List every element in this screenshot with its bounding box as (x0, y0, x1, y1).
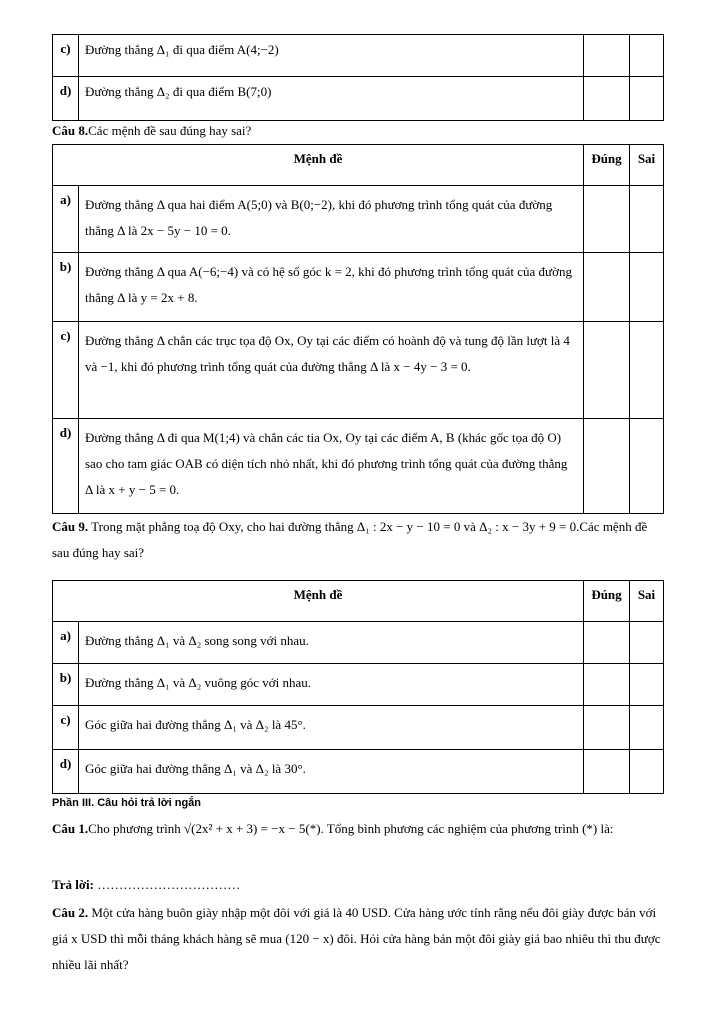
true-cell[interactable] (584, 253, 630, 322)
question-title: Câu 1. (52, 821, 89, 836)
table-header (53, 145, 664, 186)
table-row (53, 186, 664, 253)
statement-text: Đường thẳng Δ₁ và Δ₂ song song với nhau. (79, 622, 584, 664)
question-text: Các mệnh đề sau đúng hay sai? (88, 123, 252, 138)
row-label: c) (53, 706, 79, 750)
row-label: b) (53, 253, 79, 322)
statement-text: Đường thẳng Δ qua hai điểm A(5;0) và B(0;−2), khi đó phương trình tổng quát của đường thẳng Δ là 2x − 5y − 10 = 0. (79, 186, 584, 253)
question-8 (52, 118, 667, 144)
row-label: c) (53, 322, 79, 419)
false-cell[interactable] (630, 664, 664, 706)
false-cell[interactable] (630, 750, 664, 794)
statement-text: Đường thẳng Δ qua A(−6;−4) và có hệ số góc k = 2, khi đó phương trình tổng quát của đường thẳng Δ là y = 2x + 8. (79, 253, 584, 322)
true-cell[interactable] (584, 664, 630, 706)
statement-text: Đường thẳng Δ₁ đi qua điểm A(4;−2) (79, 35, 584, 77)
part3-heading: Phần III. Câu hỏi trả lời ngắn (52, 797, 201, 809)
question-text: Một cửa hàng buôn giày nhập một đôi với giá là 40 USD. Cửa hàng ước tính rằng nếu đôi giày được bán với giá x USD thì mỗi tháng khách hàng sẽ mua (120 − x) đôi. Hỏi cửa hàng bán một đôi giày giá bao nhiêu thì thu được nhiều lãi nhất? (52, 905, 661, 972)
true-cell[interactable] (584, 622, 630, 664)
statement-text: Góc giữa hai đường thẳng Δ₁ và Δ₂ là 30°. (79, 750, 584, 794)
top-table (52, 34, 664, 121)
false-cell[interactable] (630, 35, 664, 77)
statement-text: Đường thẳng Δ₂ đi qua điểm B(7;0) (79, 77, 584, 121)
header-true: Đúng (584, 581, 630, 622)
question-text: Cho phương trình √(2x² + x + 3) = −x − 5(*). Tổng bình phương các nghiệm của phương trình (*) là: (88, 821, 614, 836)
header-false: Sai (630, 581, 664, 622)
table-row (53, 664, 664, 706)
true-cell[interactable] (584, 77, 630, 121)
table-row (53, 35, 664, 77)
answer-label: Trả lời: (52, 877, 94, 892)
statement-text: Đường thẳng Δ₁ và Δ₂ vuông góc với nhau. (79, 664, 584, 706)
table-row (53, 77, 664, 121)
header-true: Đúng (584, 145, 630, 186)
true-cell[interactable] (584, 322, 630, 419)
question-title: Câu 8. (52, 123, 89, 138)
true-cell[interactable] (584, 706, 630, 750)
false-cell[interactable] (630, 253, 664, 322)
statement-text: Đường thẳng Δ chắn các trục tọa độ Ox, Oy tại các điểm có hoành độ và tung độ lần lượt là 4 và −1, khi đó phương trình tổng quát của đường thẳng Δ là x − 4y − 3 = 0. (79, 322, 584, 419)
false-cell[interactable] (630, 77, 664, 121)
row-label: c) (53, 35, 79, 77)
answer-line (52, 872, 667, 898)
header-false: Sai (630, 145, 664, 186)
true-cell[interactable] (584, 35, 630, 77)
q8-table (52, 144, 664, 514)
table-row (53, 750, 664, 794)
false-cell[interactable] (630, 322, 664, 419)
table-header (53, 581, 664, 622)
row-label: d) (53, 77, 79, 121)
statement-text: Góc giữa hai đường thẳng Δ₁ và Δ₂ là 45°. (79, 706, 584, 750)
table-row (53, 622, 664, 664)
table-row (53, 706, 664, 750)
statement-text: Đường thẳng Δ đi qua M(1;4) và chắn các tia Ox, Oy tại các điểm A, B (khác gốc tọa độ O) sao cho tam giác OAB có diện tích nhỏ nhất, khi đó phương trình tổng quát của đường thẳng Δ là x + y − 5 = 0. (79, 419, 584, 514)
table-row (53, 419, 664, 514)
question-9 (52, 514, 667, 566)
false-cell[interactable] (630, 622, 664, 664)
answer-blank[interactable]: …………………………… (93, 877, 241, 892)
row-label: d) (53, 750, 79, 794)
true-cell[interactable] (584, 419, 630, 514)
row-label: d) (53, 419, 79, 514)
part3-question-1 (52, 816, 667, 842)
row-label: a) (53, 186, 79, 253)
question-text: Trong mặt phẳng toạ độ Oxy, cho hai đường thẳng Δ₁ : 2x − y − 10 = 0 và Δ₂ : x − 3y + 9 = 0.Các mệnh đề sau đúng hay sai? (52, 519, 648, 560)
question-title: Câu 2. (52, 905, 89, 920)
false-cell[interactable] (630, 419, 664, 514)
header-statement: Mệnh đề (53, 145, 584, 186)
row-label: a) (53, 622, 79, 664)
true-cell[interactable] (584, 750, 630, 794)
q9-table (52, 580, 664, 794)
table-row (53, 322, 664, 419)
question-title: Câu 9. (52, 519, 89, 534)
part3-question-2 (52, 900, 667, 978)
header-statement: Mệnh đề (53, 581, 584, 622)
false-cell[interactable] (630, 186, 664, 253)
row-label: b) (53, 664, 79, 706)
true-cell[interactable] (584, 186, 630, 253)
false-cell[interactable] (630, 706, 664, 750)
table-row (53, 253, 664, 322)
